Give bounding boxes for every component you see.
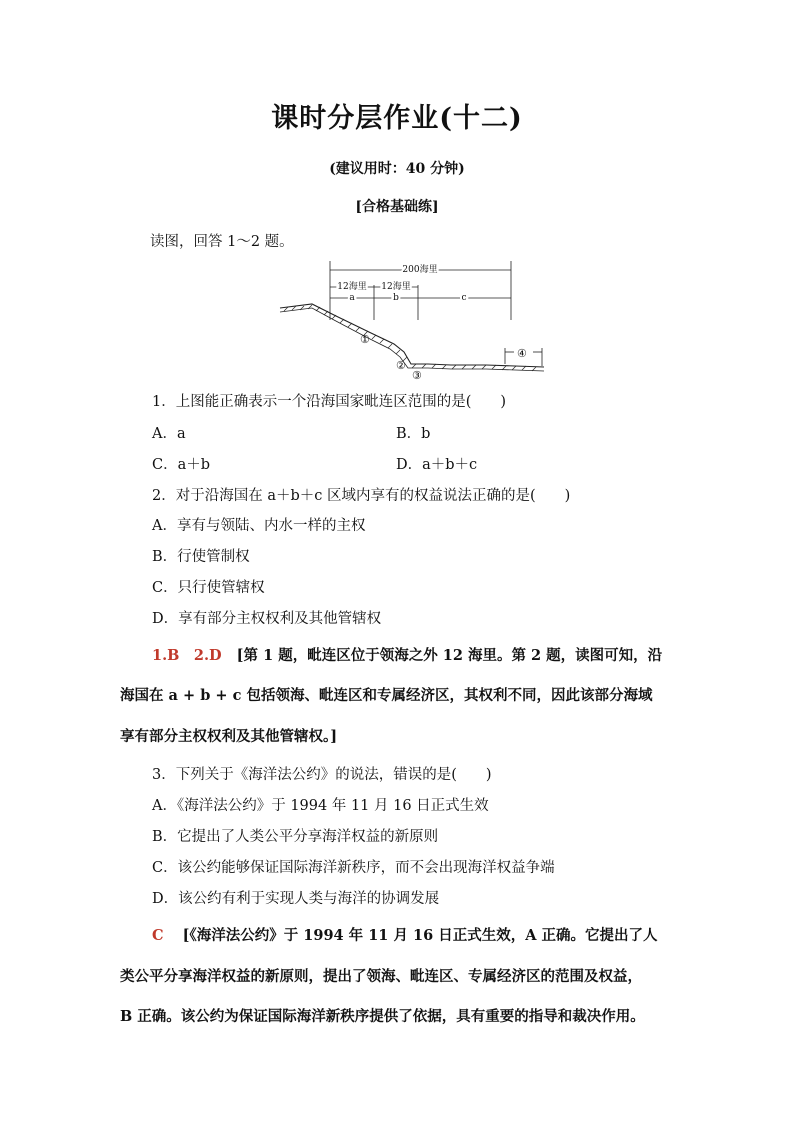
answer-explanation-1-2-line-2: 海国在 a + b + c 包括领海、毗连区和专属经济区，其权利不同，因此该部分海域 [120, 687, 653, 704]
question-1-option-d: D．a＋b＋c [396, 457, 478, 473]
marker-3: ③ [412, 369, 422, 380]
marker-4: ④ [517, 347, 527, 360]
zone-label-b: b [393, 293, 399, 303]
question-3-option-b: B．它提出了人类公平分享海洋权益的新原则 [152, 829, 439, 845]
question-2-option-a: A．享有与领陆、内水一样的主权 [152, 518, 366, 534]
question-3-option-a: A．《海洋法公约》于 1994 年 11 月 16 日正式生效 [152, 798, 489, 814]
label-200-nautical-miles: 200海里 [402, 265, 438, 275]
label-12-nautical-miles-b: 12海里 [381, 282, 411, 292]
answer-explanation-1-2-line-3: 享有部分主权权利及其他管辖权。] [120, 728, 338, 745]
question-1-stem: 1．上图能正确表示一个沿海国家毗连区范围的是( ) [152, 394, 507, 410]
answer-explanation-3-line-1: [《海洋法公约》于 1994 年 11 月 16 日正式生效，A 正确。它提出了人 [182, 927, 658, 944]
question-3-option-d: D．该公约有利于实现人类与海洋的协调发展 [152, 891, 440, 907]
question-1-option-b: B．b [396, 426, 431, 442]
question-2-stem: 2．对于沿海国在 a＋b＋c 区域内享有的权益说法正确的是( ) [152, 488, 571, 504]
answer-key-3: C [152, 927, 164, 944]
reading-instruction: 读图，回答 1～2 题。 [150, 234, 294, 250]
zone-label-c: c [461, 293, 467, 303]
question-2-option-b: B．行使管制权 [152, 549, 250, 565]
zone-label-a: a [349, 293, 355, 303]
page-title: 课时分层作业(十二) [271, 103, 523, 134]
label-12-nautical-miles-a: 12海里 [337, 282, 367, 292]
marker-1: ① [360, 333, 370, 346]
marker-2: ② [396, 359, 406, 372]
answer-explanation-3-line-3: B 正确。该公约为保证国际海洋新秩序提供了依据，具有重要的指导和裁决作用。 [120, 1008, 645, 1025]
question-3-stem: 3．下列关于《海洋法公约》的说法，错误的是( ) [152, 767, 492, 783]
question-2-option-d: D．享有部分主权权利及其他管辖权 [152, 611, 382, 627]
maritime-zone-diagram [276, 258, 548, 380]
question-2-option-c: C．只行使管辖权 [152, 580, 265, 596]
suggested-time: (建议用时：40 分钟) [329, 161, 465, 177]
question-1-option-a: A．a [152, 426, 186, 442]
answer-explanation-1-2-line-1: [第 1 题，毗连区位于领海之外 12 海里。第 2 题，读图可知，沿 [236, 647, 663, 664]
section-heading: [合格基础练] [355, 199, 439, 215]
answer-explanation-3-line-2: 类公平分享海洋权益的新原则，提出了领海、毗连区、专属经济区的范围及权益， [120, 968, 642, 985]
question-3-option-c: C．该公约能够保证国际海洋新秩序，而不会出现海洋权益争端 [152, 860, 555, 876]
answer-key-1-2: 1.B 2.D [152, 647, 222, 664]
question-1-option-c: C．a＋b [152, 457, 211, 473]
